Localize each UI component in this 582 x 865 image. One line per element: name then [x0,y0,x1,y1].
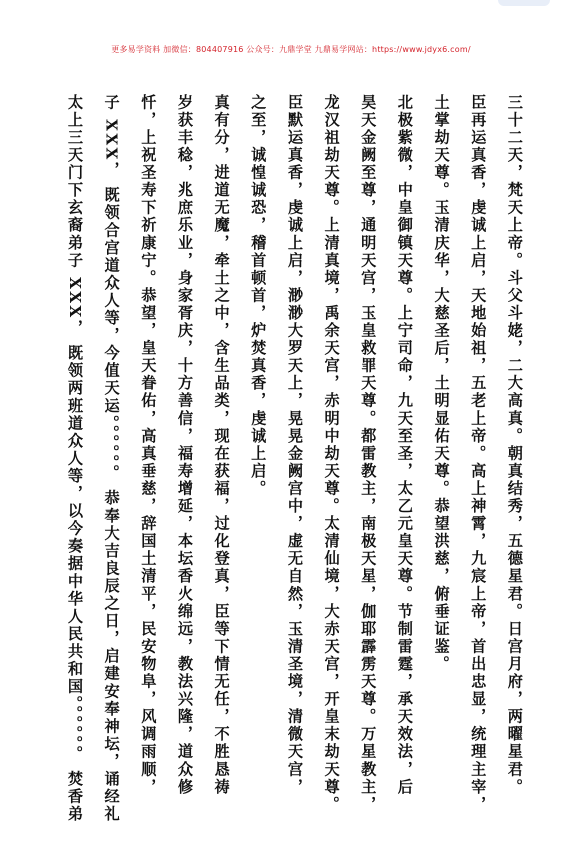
scripture-column-9: 真有分，进道无魔，牵土之中，含生品类，现在获福，过化登真，臣等下情无任，不胜恳祷 [212,94,231,796]
scripture-column-6: 龙汉祖劫天尊。上清真境，禹余天宫，赤明中劫天尊。太清仙境，大赤天宫，开皇末劫天尊。 [322,94,341,814]
scripture-column-11: 忏，上祝圣寿下祈康宁。恭望，皇天眷佑，高真垂慈，辞国土清平，民安物阜，风调雨顺， [139,94,158,796]
scripture-column-12: 子 XXX， 既领合宫道众人等，今值天运。。。。。。 恭奉大吉良辰之日，启建安奉神坛，诵经礼 [102,94,121,824]
scripture-column-2: 臣再运真香，虔诚上启，天地始祖，五老上帝。高上神霄，九宸上帝，首出忠显，统理主宰， [469,94,488,814]
scripture-column-10: 岁获丰稔，兆庶乐业，身家胥庆，十方善信，福寿增延，本坛香火绵远，教法兴隆，道众修 [175,94,194,796]
scripture-column-8: 之至，诚惶诚恐，稽首顿首，炉焚真香，虔诚上启。 [249,94,268,498]
scripture-column-13: 太上三天门下玄裔弟子 XXX， 既领两班道众人等，以今奏据中华人民共和国。。。。。。 焚香弟 [66,94,84,824]
scripture-column-1: 三十二天，梵天上帝。斗父斗姥，二大高真。朝真结秀，五德星君。日宫月府，两曜星君。 [505,94,524,796]
top-scroll-indicator [498,0,550,6]
scripture-column-3: 土掌劫天尊。玉清庆华，大慈圣后，土明显佑天尊。恭望洪慈，俯垂证鉴。 [432,94,451,674]
scripture-column-7: 臣默运真香，虔诚上启，渺渺大罗天上，晃晃金阙宫中，虚无自然，玉清圣境，清微天宫， [285,94,304,796]
scripture-column-5: 昊天金阙至尊，通明天宫，玉皇救罪天尊。都雷教主，南极天星，伽耶霹雳天尊。万星教主， [359,94,378,814]
promo-header-text: 更多易学资料 加微信：804407916 公众号：九鼎学堂 九鼎易学网站：https://www.jdyx6.com/ [111,45,471,54]
scripture-column-4: 北极紫微，中皇御镇天尊。上宁司命，九天至圣，太乙元皇天尊。节制雷霆，承天效法，后 [395,94,414,796]
scripture-text-block [64,94,526,844]
